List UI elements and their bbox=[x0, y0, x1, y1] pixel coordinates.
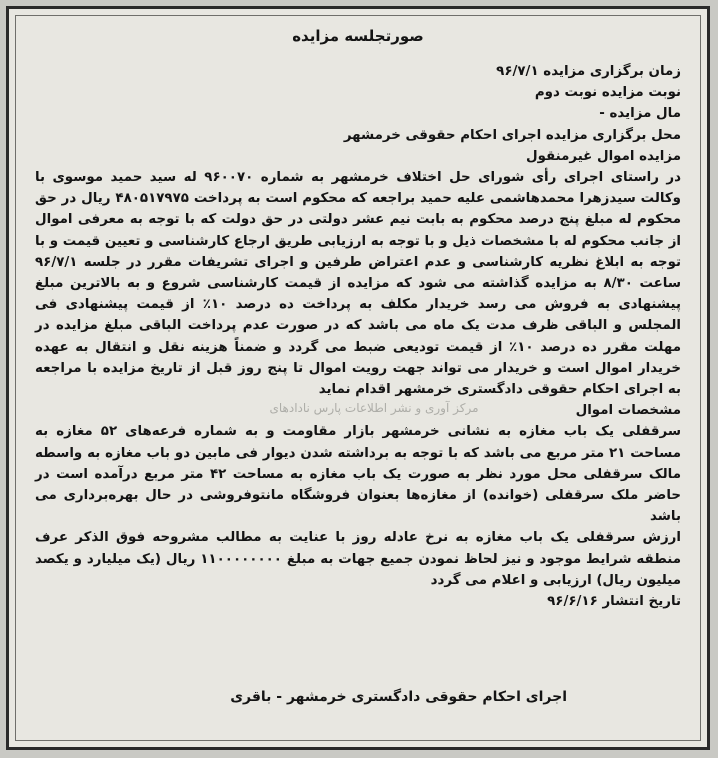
publish-date: تاریخ انتشار ۹۶/۶/۱۶ bbox=[547, 594, 681, 610]
auction-location-line: محل برگزاری مزایده اجرای احکام حقوقی خرمشهر bbox=[343, 127, 681, 143]
specs-heading: مشخصات اموال bbox=[575, 403, 681, 419]
auction-round-line: نوبت مزایده نوبت دوم bbox=[534, 85, 681, 101]
watermark: مرکز آوری و نشر اطلاعات پارس نادادهای bbox=[269, 401, 479, 415]
notice-paper bbox=[6, 6, 710, 750]
notice-body bbox=[35, 61, 681, 612]
auction-type-line: مزایده اموال غیرمنقول bbox=[525, 148, 681, 164]
body-paragraph: در راستای اجرای رأی شورای حل اختلاف خرمشهر به شماره ۹۶۰۰۷۰ له سید حمید موسوی با وکالت سیدزهرا محمدهاشمی علیه حمید براجعه که محکوم است به پرداخت ۴۸۰۵۱۷۹۷۵ ریال در حق محکوم له مبلغ پنج درصد محکوم به بابت نیم عشر دولتی در حق دولت که با توجه به معرفی اموال از جانب محکوم له با مشخصات ذیل و با توجه به ارزیابی طریق ارجاع کارشناسی و تعیین قیمت و با توجه به ابلاغ نظریه کارشناسی و عدم اعتراض طرفین و اجرای تشریفات مقرر در جلسه ۹۶/۷/۱ ساعت ۸/۳۰ به مزایده گذاشته می شود که مزایده از قیمت کارشناسی شروع و به بالاترین مبلغ پیشنهادی به فروش می رسد خریدار مکلف به پرداخت ده درصد ۱۰٪ از قیمت پیشنهادی فی المجلس و الباقی ظرف مدت یک ماه می باشد که در صورت عدم پرداخت الباقی مبلغ مزایده در مهلت مقرر ده درصد ۱۰٪ از قیمت تودیعی ضبط می گردد و ضمناً هزینه نقل و انتقال به عهده خریدار اموال است و خریدار می تواند جهت رویت اموال تا پنج روز قبل از تاریخ مزایده با مراجعه به اجرای احکام حقوقی دادگستری خرمشهر اقدام نماید bbox=[35, 170, 682, 398]
specs-paragraph: سرقفلی یک باب مغازه به نشانی خرمشهر بازار مقاومت و به شماره فرعه‌های ۵۲ مغازه به مساحت ۲۱ متر مربع می باشد که با توجه به برداشته شدن دیوار فی مابین دو باب مغازه به واسطه مالک سرقفلی محل مورد نظر به صورت یک باب مغازه به مساحت ۴۲ متر مربع درآمده است در حاضر ملک سرقفلی (خوانده) از مغازه‌ها بعنوان فروشگاه مانتوفروشی در حال بهره‌برداری می باشد bbox=[35, 424, 682, 525]
signature-line: اجرای احکام حقوقی دادگستری خرمشهر - باقری bbox=[230, 689, 567, 705]
auction-property-line: مال مزایده - bbox=[599, 106, 681, 122]
valuation-paragraph: ارزش سرقفلی یک باب مغازه به نرخ عادله روز با عنایت به مطالب مشروحه فوق الذکر عرف منطقه شرایط موجود و نیز لحاظ نمودن جمیع جهات به مبلغ ۱۱۰۰۰۰۰۰۰۰ ریال (یک میلیارد و یکصد میلیون ریال) ارزیابی و اعلام می گردد bbox=[35, 530, 681, 588]
notice-title: صورتجلسه مزایده bbox=[292, 27, 424, 45]
auction-date-line: زمان برگزاری مزایده ۹۶/۷/۱ bbox=[496, 64, 681, 79]
